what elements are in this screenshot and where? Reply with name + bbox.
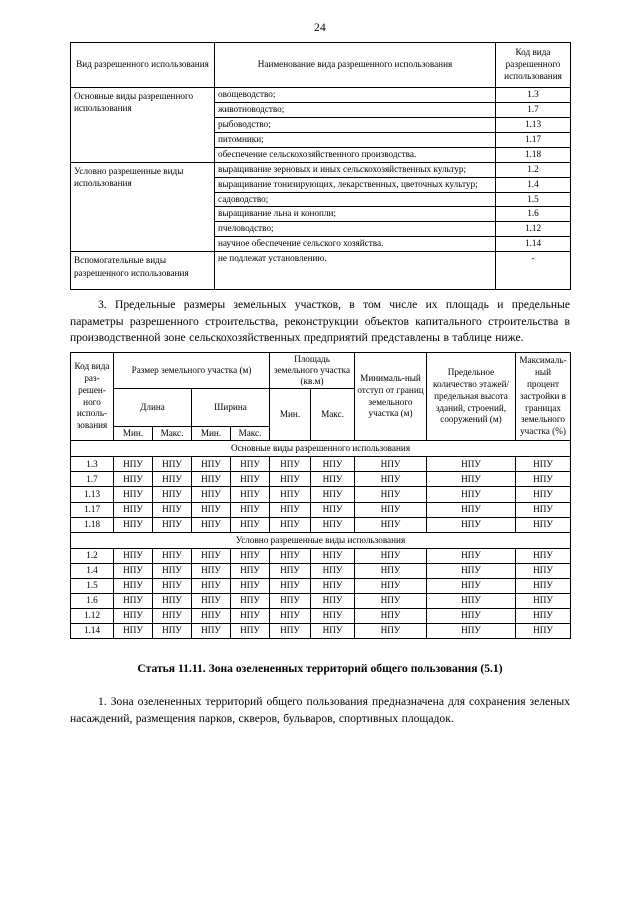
cell-area-min: НПУ <box>270 608 311 623</box>
use-code-cell: 1.17 <box>496 132 571 147</box>
header-width-max: Макс. <box>231 427 270 441</box>
use-code-cell: 1.12 <box>496 222 571 237</box>
header-max-coverage: Максималь-ный процент застройки в границах земельного участка (%) <box>516 352 571 441</box>
table-row <box>71 563 571 578</box>
cell-length-max: НПУ <box>153 502 192 517</box>
cell-length-min: НПУ <box>114 623 153 638</box>
cell-length-min: НПУ <box>114 457 153 472</box>
table-row <box>71 252 571 290</box>
header-width: Ширина <box>192 388 270 427</box>
permitted-use-table <box>70 42 571 290</box>
table-row <box>71 472 571 487</box>
group-title: Условно разрешенные виды использования <box>71 532 571 548</box>
cell-length-max: НПУ <box>153 623 192 638</box>
cell-width-min: НПУ <box>192 563 231 578</box>
cell-width-min: НПУ <box>192 457 231 472</box>
cell-coverage: НПУ <box>516 472 571 487</box>
cell-length-max: НПУ <box>153 517 192 532</box>
cell-floors: НПУ <box>427 517 516 532</box>
cell-length-max: НПУ <box>153 472 192 487</box>
use-name-cell: садоводство; <box>215 192 496 207</box>
header-plot-size: Размер земельного участка (м) <box>114 352 270 388</box>
header-length-min: Мин. <box>114 427 153 441</box>
cell-width-max: НПУ <box>231 472 270 487</box>
row-code: 1.2 <box>71 548 114 563</box>
cell-width-max: НПУ <box>231 517 270 532</box>
group-title-row <box>71 441 571 457</box>
header-plot-area: Площадь земельного участка (кв.м) <box>270 352 355 388</box>
use-code-cell: 1.3 <box>496 87 571 102</box>
article-paragraph-1: 1. Зона озелененных территорий общего пользования предназначена для сохранения зеленых насаждений, размещения парков, скверов, бульваров, спортивных площадок. <box>70 694 570 725</box>
cell-width-max: НПУ <box>231 593 270 608</box>
cell-floors: НПУ <box>427 457 516 472</box>
cell-width-max: НПУ <box>231 578 270 593</box>
paragraph-limits-intro: 3. Предельные размеры земельных участков, в том числе их площадь и предельные параметры разрешенного строительства, реконструкции объектов капитального строительства в производственной зоне сельскохозяйственных предприятий представлены в таблице ниже. <box>70 298 570 345</box>
use-name-cell: рыбоводство; <box>215 117 496 132</box>
cell-area-min: НПУ <box>270 457 311 472</box>
table-row <box>71 608 571 623</box>
cell-floors: НПУ <box>427 548 516 563</box>
header-use-name: Наименование вида разрешенного использования <box>215 43 496 88</box>
cell-width-max: НПУ <box>231 487 270 502</box>
use-code-cell: 1.2 <box>496 162 571 177</box>
cell-setback: НПУ <box>355 487 427 502</box>
cell-setback: НПУ <box>355 593 427 608</box>
table-row <box>71 593 571 608</box>
cell-width-min: НПУ <box>192 608 231 623</box>
row-code: 1.12 <box>71 608 114 623</box>
cell-area-max: НПУ <box>311 517 355 532</box>
cell-length-max: НПУ <box>153 593 192 608</box>
cell-area-min: НПУ <box>270 472 311 487</box>
use-code-cell: 1.5 <box>496 192 571 207</box>
cell-coverage: НПУ <box>516 623 571 638</box>
use-name-cell: научное обеспечение сельского хозяйства. <box>215 237 496 252</box>
cell-width-min: НПУ <box>192 623 231 638</box>
cell-area-min: НПУ <box>270 487 311 502</box>
row-code: 1.3 <box>71 457 114 472</box>
header-use-type: Вид разрешенного использования <box>71 43 215 88</box>
use-name-cell: животноводство; <box>215 102 496 117</box>
cell-floors: НПУ <box>427 578 516 593</box>
cell-area-max: НПУ <box>311 563 355 578</box>
cell-width-max: НПУ <box>231 563 270 578</box>
cell-area-max: НПУ <box>311 487 355 502</box>
table-row <box>71 548 571 563</box>
cell-coverage: НПУ <box>516 487 571 502</box>
header-min-setback: Минималь-ный отступ от границ земельного участка (м) <box>355 352 427 441</box>
cell-floors: НПУ <box>427 563 516 578</box>
cell-length-min: НПУ <box>114 487 153 502</box>
table-row <box>71 162 571 177</box>
use-name-cell: не подлежат установлению. <box>215 252 496 290</box>
cell-setback: НПУ <box>355 578 427 593</box>
table-header-row-1 <box>71 352 571 388</box>
cell-length-max: НПУ <box>153 608 192 623</box>
cell-coverage: НПУ <box>516 608 571 623</box>
cell-floors: НПУ <box>427 608 516 623</box>
category-cell: Условно разрешенные виды использования <box>71 162 215 252</box>
cell-coverage: НПУ <box>516 502 571 517</box>
use-name-cell: овощеводство; <box>215 87 496 102</box>
cell-area-min: НПУ <box>270 623 311 638</box>
cell-length-max: НПУ <box>153 563 192 578</box>
cell-width-min: НПУ <box>192 517 231 532</box>
use-name-cell: выращивание льна и конопли; <box>215 207 496 222</box>
cell-length-min: НПУ <box>114 578 153 593</box>
cell-floors: НПУ <box>427 502 516 517</box>
table-row <box>71 623 571 638</box>
cell-length-max: НПУ <box>153 457 192 472</box>
use-name-cell: выращивание зерновых и иных сельскохозяйственных культур; <box>215 162 496 177</box>
category-cell: Основные виды разрешенного использования <box>71 87 215 162</box>
cell-area-max: НПУ <box>311 608 355 623</box>
cell-setback: НПУ <box>355 563 427 578</box>
row-code: 1.17 <box>71 502 114 517</box>
use-code-cell: 1.18 <box>496 147 571 162</box>
row-code: 1.13 <box>71 487 114 502</box>
header-area-max: Макс. <box>311 388 355 441</box>
row-code: 1.7 <box>71 472 114 487</box>
cell-area-max: НПУ <box>311 578 355 593</box>
cell-width-min: НПУ <box>192 502 231 517</box>
cell-floors: НПУ <box>427 623 516 638</box>
cell-floors: НПУ <box>427 472 516 487</box>
cell-area-max: НПУ <box>311 623 355 638</box>
cell-length-max: НПУ <box>153 578 192 593</box>
row-code: 1.14 <box>71 623 114 638</box>
use-code-cell: 1.7 <box>496 102 571 117</box>
use-code-cell: 1.13 <box>496 117 571 132</box>
cell-length-min: НПУ <box>114 593 153 608</box>
cell-area-max: НПУ <box>311 593 355 608</box>
cell-coverage: НПУ <box>516 563 571 578</box>
article-heading: Статья 11.11. Зона озелененных территорий общего пользования (5.1) <box>137 661 503 675</box>
cell-length-min: НПУ <box>114 608 153 623</box>
cell-area-max: НПУ <box>311 472 355 487</box>
table-header-row <box>71 43 571 88</box>
cell-area-max: НПУ <box>311 457 355 472</box>
cell-setback: НПУ <box>355 472 427 487</box>
table-row <box>71 457 571 472</box>
cell-area-min: НПУ <box>270 548 311 563</box>
cell-area-min: НПУ <box>270 593 311 608</box>
group-title-row <box>71 532 571 548</box>
table-row <box>71 487 571 502</box>
cell-length-max: НПУ <box>153 548 192 563</box>
header-length: Длина <box>114 388 192 427</box>
cell-length-min: НПУ <box>114 472 153 487</box>
use-code-cell: 1.4 <box>496 177 571 192</box>
group-title: Основные виды разрешенного использования <box>71 441 571 457</box>
cell-width-min: НПУ <box>192 487 231 502</box>
table-row <box>71 87 571 102</box>
cell-length-max: НПУ <box>153 487 192 502</box>
cell-area-min: НПУ <box>270 502 311 517</box>
cell-coverage: НПУ <box>516 457 571 472</box>
cell-length-min: НПУ <box>114 502 153 517</box>
cell-coverage: НПУ <box>516 593 571 608</box>
page-number: 24 <box>314 22 326 34</box>
table-row <box>71 578 571 593</box>
cell-length-min: НПУ <box>114 548 153 563</box>
cell-coverage: НПУ <box>516 548 571 563</box>
cell-coverage: НПУ <box>516 578 571 593</box>
cell-width-max: НПУ <box>231 502 270 517</box>
cell-width-max: НПУ <box>231 548 270 563</box>
cell-width-min: НПУ <box>192 472 231 487</box>
cell-width-min: НПУ <box>192 548 231 563</box>
header-width-min: Мин. <box>192 427 231 441</box>
table-row <box>71 517 571 532</box>
cell-floors: НПУ <box>427 487 516 502</box>
use-name-cell: обеспечение сельскохозяйственного производства. <box>215 147 496 162</box>
cell-coverage: НПУ <box>516 517 571 532</box>
cell-setback: НПУ <box>355 623 427 638</box>
table-row <box>71 502 571 517</box>
cell-setback: НПУ <box>355 517 427 532</box>
cell-area-min: НПУ <box>270 578 311 593</box>
header-use-code: Код вида разрешенного использования <box>496 43 571 88</box>
cell-area-min: НПУ <box>270 517 311 532</box>
cell-area-max: НПУ <box>311 548 355 563</box>
row-code: 1.6 <box>71 593 114 608</box>
cell-setback: НПУ <box>355 457 427 472</box>
cell-width-max: НПУ <box>231 623 270 638</box>
use-code-cell: 1.14 <box>496 237 571 252</box>
use-name-cell: пчеловодство; <box>215 222 496 237</box>
cell-width-max: НПУ <box>231 608 270 623</box>
cell-setback: НПУ <box>355 502 427 517</box>
cell-setback: НПУ <box>355 608 427 623</box>
row-code: 1.5 <box>71 578 114 593</box>
category-cell: Вспомогательные виды разрешенного использования <box>71 252 215 290</box>
building-parameters-table <box>70 352 571 639</box>
cell-width-min: НПУ <box>192 578 231 593</box>
use-name-cell: питомники; <box>215 132 496 147</box>
header-code: Код вида раз-решен-ного исполь-зования <box>71 352 114 441</box>
cell-length-min: НПУ <box>114 517 153 532</box>
header-max-floors: Предельное количество этажей/ предельная высота зданий, строений, сооружений (м) <box>427 352 516 441</box>
cell-floors: НПУ <box>427 593 516 608</box>
cell-setback: НПУ <box>355 548 427 563</box>
use-code-cell: - <box>496 252 571 290</box>
use-name-cell: выращивание тонизирующих, лекарственных, цветочных культур; <box>215 177 496 192</box>
cell-width-min: НПУ <box>192 593 231 608</box>
row-code: 1.4 <box>71 563 114 578</box>
use-code-cell: 1.6 <box>496 207 571 222</box>
header-length-max: Макс. <box>153 427 192 441</box>
cell-area-min: НПУ <box>270 563 311 578</box>
cell-width-max: НПУ <box>231 457 270 472</box>
cell-area-max: НПУ <box>311 502 355 517</box>
row-code: 1.18 <box>71 517 114 532</box>
header-area-min: Мин. <box>270 388 311 441</box>
cell-length-min: НПУ <box>114 563 153 578</box>
